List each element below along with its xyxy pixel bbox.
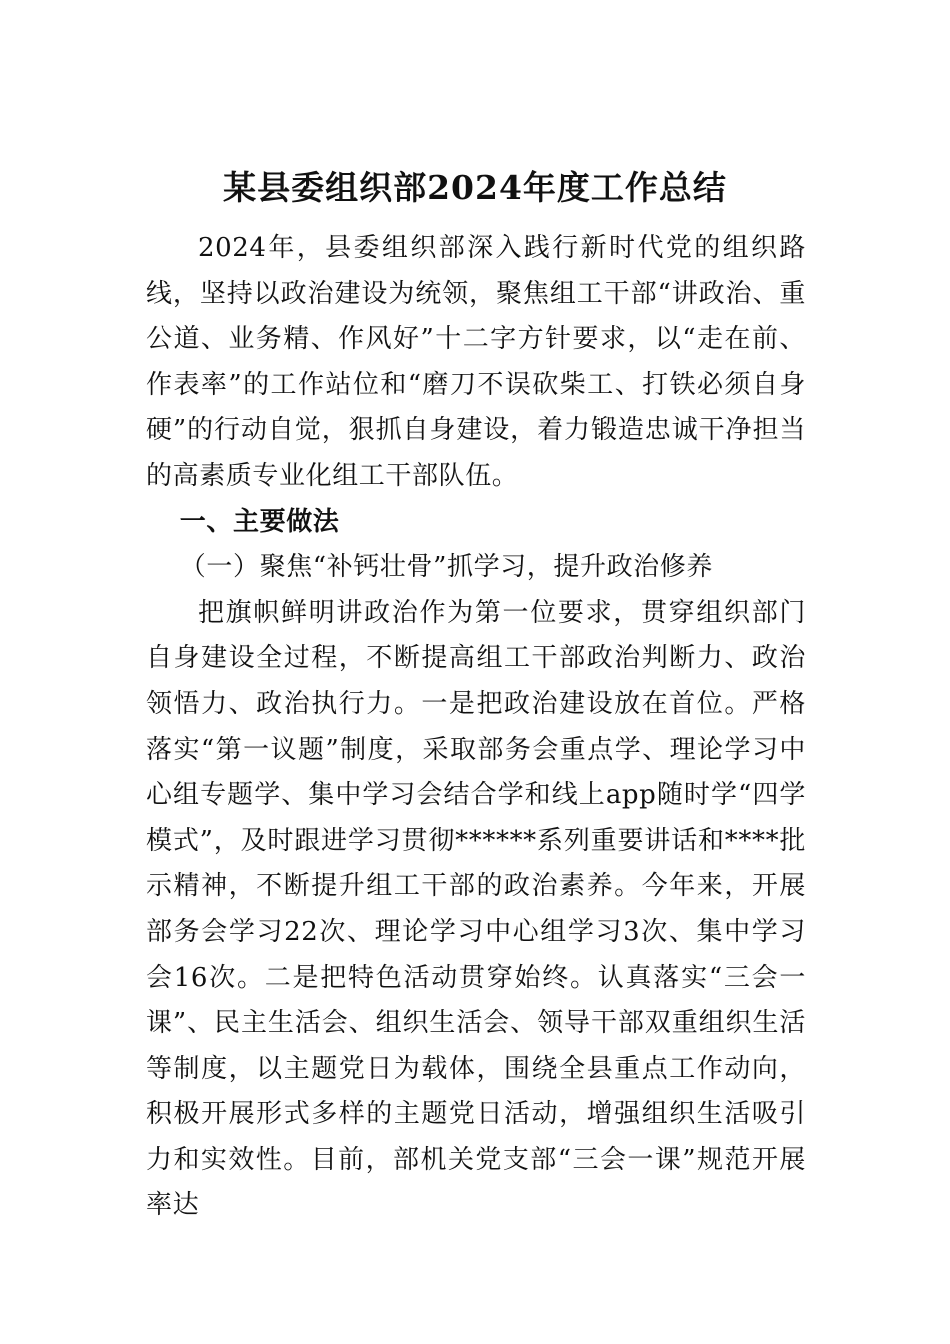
section-heading-main-practices: 一、主要做法 <box>179 506 340 537</box>
document-body <box>146 226 806 1229</box>
document-title: 某县委组织部2024年度工作总结 <box>223 168 727 207</box>
subsection-paragraph-study: 把旗帜鲜明讲政治作为第一位要求，贯穿组织部门自身建设全过程，不断提高组工干部政治判断力、政治领悟力、政治执行力。一是把政治建设放在首位。严格落实“第一议题”制度，采取部务会重点学、理论学习中心组专题学、集中学习会结合学和线上app随时学“四学模式”，及时跟进学习贯彻******系列重要讲话和****批示精神，不断提升组工干部的政治素养。今年来，开展部务会学习22次、理论学习中心组学习3次、集中学习会16次。二是把特色活动贯穿始终。认真落实“三会一课”、民主生活会、组织生活会、领导干部双重组织生活等制度，以主题党日为载体，围绕全县重点工作动向，积极开展形式多样的主题党日活动，增强组织生活吸引力和实效性。目前，部机关党支部“三会一课”规范开展率达 <box>146 597 806 1221</box>
subsection-heading-study: （一）聚焦“补钙壮骨”抓学习，提升政治修养 <box>179 552 713 583</box>
intro-paragraph: 2024年，县委组织部深入践行新时代党的组织路线，坚持以政治建设为统领，聚焦组工干部“讲政治、重公道、业务精、作风好”十二字方针要求，以“走在前、作表率”的工作站位和“磨刀不误砍柴工、打铁必须自身硬”的行动自觉，狠抓自身建设，着力锻造忠诚干净担当的高素质专业化组工干部队伍。 <box>146 233 806 491</box>
